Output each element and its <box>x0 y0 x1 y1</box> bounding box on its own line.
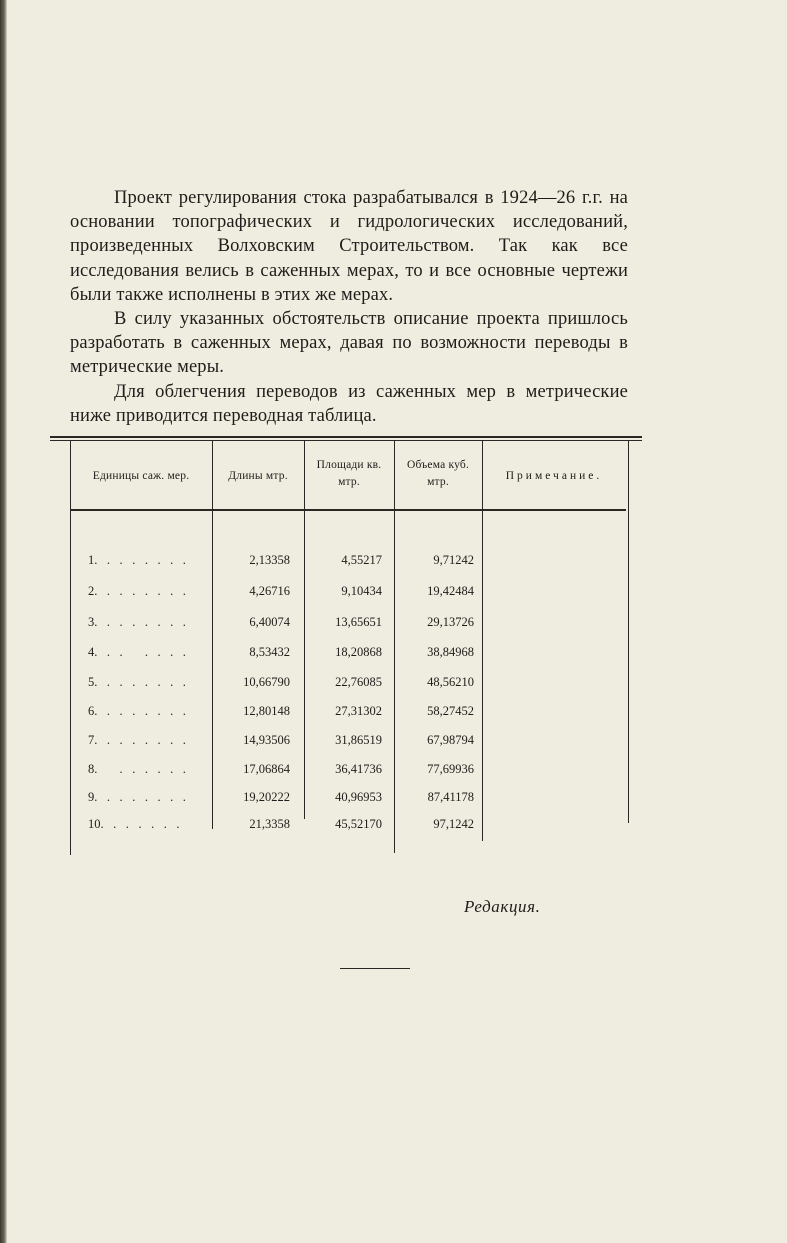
table-top-rule <box>50 436 642 438</box>
binding-edge <box>0 0 7 1243</box>
cell-volume: 19,42484 <box>427 584 474 598</box>
cell-length: 12,80148 <box>243 704 290 718</box>
leader-dots: . . . . . . . . <box>94 704 190 718</box>
leader-dots: . . . . . . . <box>94 645 190 659</box>
unit-number: 6 <box>88 704 95 718</box>
end-rule <box>340 968 410 969</box>
cell-length: 6,40074 <box>249 615 290 629</box>
paragraph-1: Проект регулирования стока разрабатывался в 1924—26 г.г. на основании топографических и гидрологических исследований, произведенных Волховским Строительством. Так как все исследования велись в саженных мерах, то и все основные чертежи были также исполнены в этих же мерах. <box>70 188 628 305</box>
cell-volume: 58,27452 <box>427 704 474 718</box>
cell-area: 22,76085 <box>335 675 382 689</box>
cell-area: 9,10434 <box>341 584 382 598</box>
cell-length: 2,13358 <box>249 553 290 567</box>
unit-number: 5 <box>88 675 95 689</box>
unit-number: 8 <box>88 762 95 776</box>
header-volume: Объема куб. мтр. <box>406 459 470 488</box>
header-note: Примечание. <box>505 470 603 482</box>
unit-number: 4 <box>88 645 95 659</box>
row-unit <box>88 790 208 805</box>
leader-dots: . . . . . . . . <box>94 584 190 598</box>
paragraph-3: Для облегчения переводов из саженных мер в метрические ниже приводится переводная таблица. <box>70 381 628 426</box>
row-unit <box>88 615 208 630</box>
row-unit <box>88 675 208 690</box>
cell-area: 13,65651 <box>335 615 382 629</box>
header-area: Площади кв. мтр. <box>316 459 382 488</box>
cell-length: 19,20222 <box>243 790 290 804</box>
unit-number: 7 <box>88 733 95 747</box>
table-header-rule <box>70 509 626 511</box>
unit-number: 2 <box>88 584 95 598</box>
table-border-left <box>70 441 71 855</box>
row-unit <box>88 584 208 599</box>
cell-volume: 38,84968 <box>427 645 474 659</box>
row-unit <box>88 553 208 568</box>
signature: Редакция. <box>464 897 541 916</box>
cell-length: 4,26716 <box>249 584 290 598</box>
header-length: Длины мтр. <box>228 470 288 482</box>
cell-length: 8,53432 <box>249 645 290 659</box>
leader-dots: . . . . . . . . <box>94 790 190 804</box>
leader-dots: . . . . . . . . <box>94 615 190 629</box>
cell-length: 10,66790 <box>243 675 290 689</box>
unit-number: 10 <box>88 817 101 831</box>
header-units: Единицы саж. мер. <box>92 470 190 482</box>
cell-volume: 9,71242 <box>433 553 474 567</box>
leader-dots: . . . . . . . . <box>94 733 190 747</box>
cell-area: 45,52170 <box>335 817 382 831</box>
intro-text <box>70 186 628 428</box>
unit-number: 9 <box>88 790 95 804</box>
cell-length: 14,93506 <box>243 733 290 747</box>
leader-dots: . . . . . . . <box>94 762 190 776</box>
cell-volume: 48,56210 <box>427 675 474 689</box>
paragraph-2: В силу указанных обстоятельств описание проекта пришлось разработать в саженных мерах, давая по возможности переводы в метрические меры. <box>70 309 628 378</box>
row-unit <box>88 762 208 777</box>
cell-volume: 29,13726 <box>427 615 474 629</box>
cell-area: 27,31302 <box>335 704 382 718</box>
cell-volume: 77,69936 <box>427 762 474 776</box>
row-unit <box>88 645 208 660</box>
row-unit <box>88 704 208 719</box>
cell-area: 18,20868 <box>335 645 382 659</box>
cell-area: 40,96953 <box>335 790 382 804</box>
cell-area: 4,55217 <box>341 553 382 567</box>
cell-volume: 87,41178 <box>427 790 474 804</box>
leader-dots: . . . . . . . <box>100 817 183 831</box>
cell-area: 31,86519 <box>335 733 382 747</box>
row-unit <box>88 733 208 748</box>
cell-length: 17,06864 <box>243 762 290 776</box>
cell-area: 36,41736 <box>335 762 382 776</box>
unit-number: 3 <box>88 615 95 629</box>
unit-number: 1 <box>88 553 95 567</box>
cell-volume: 67,98794 <box>427 733 474 747</box>
row-unit <box>88 817 208 832</box>
leader-dots: . . . . . . . . <box>94 553 190 567</box>
cell-volume: 97,1242 <box>433 817 474 831</box>
table-border-right <box>628 441 629 823</box>
leader-dots: . . . . . . . . <box>94 675 190 689</box>
cell-length: 21,3358 <box>249 817 290 831</box>
table-divider-note <box>482 441 483 841</box>
